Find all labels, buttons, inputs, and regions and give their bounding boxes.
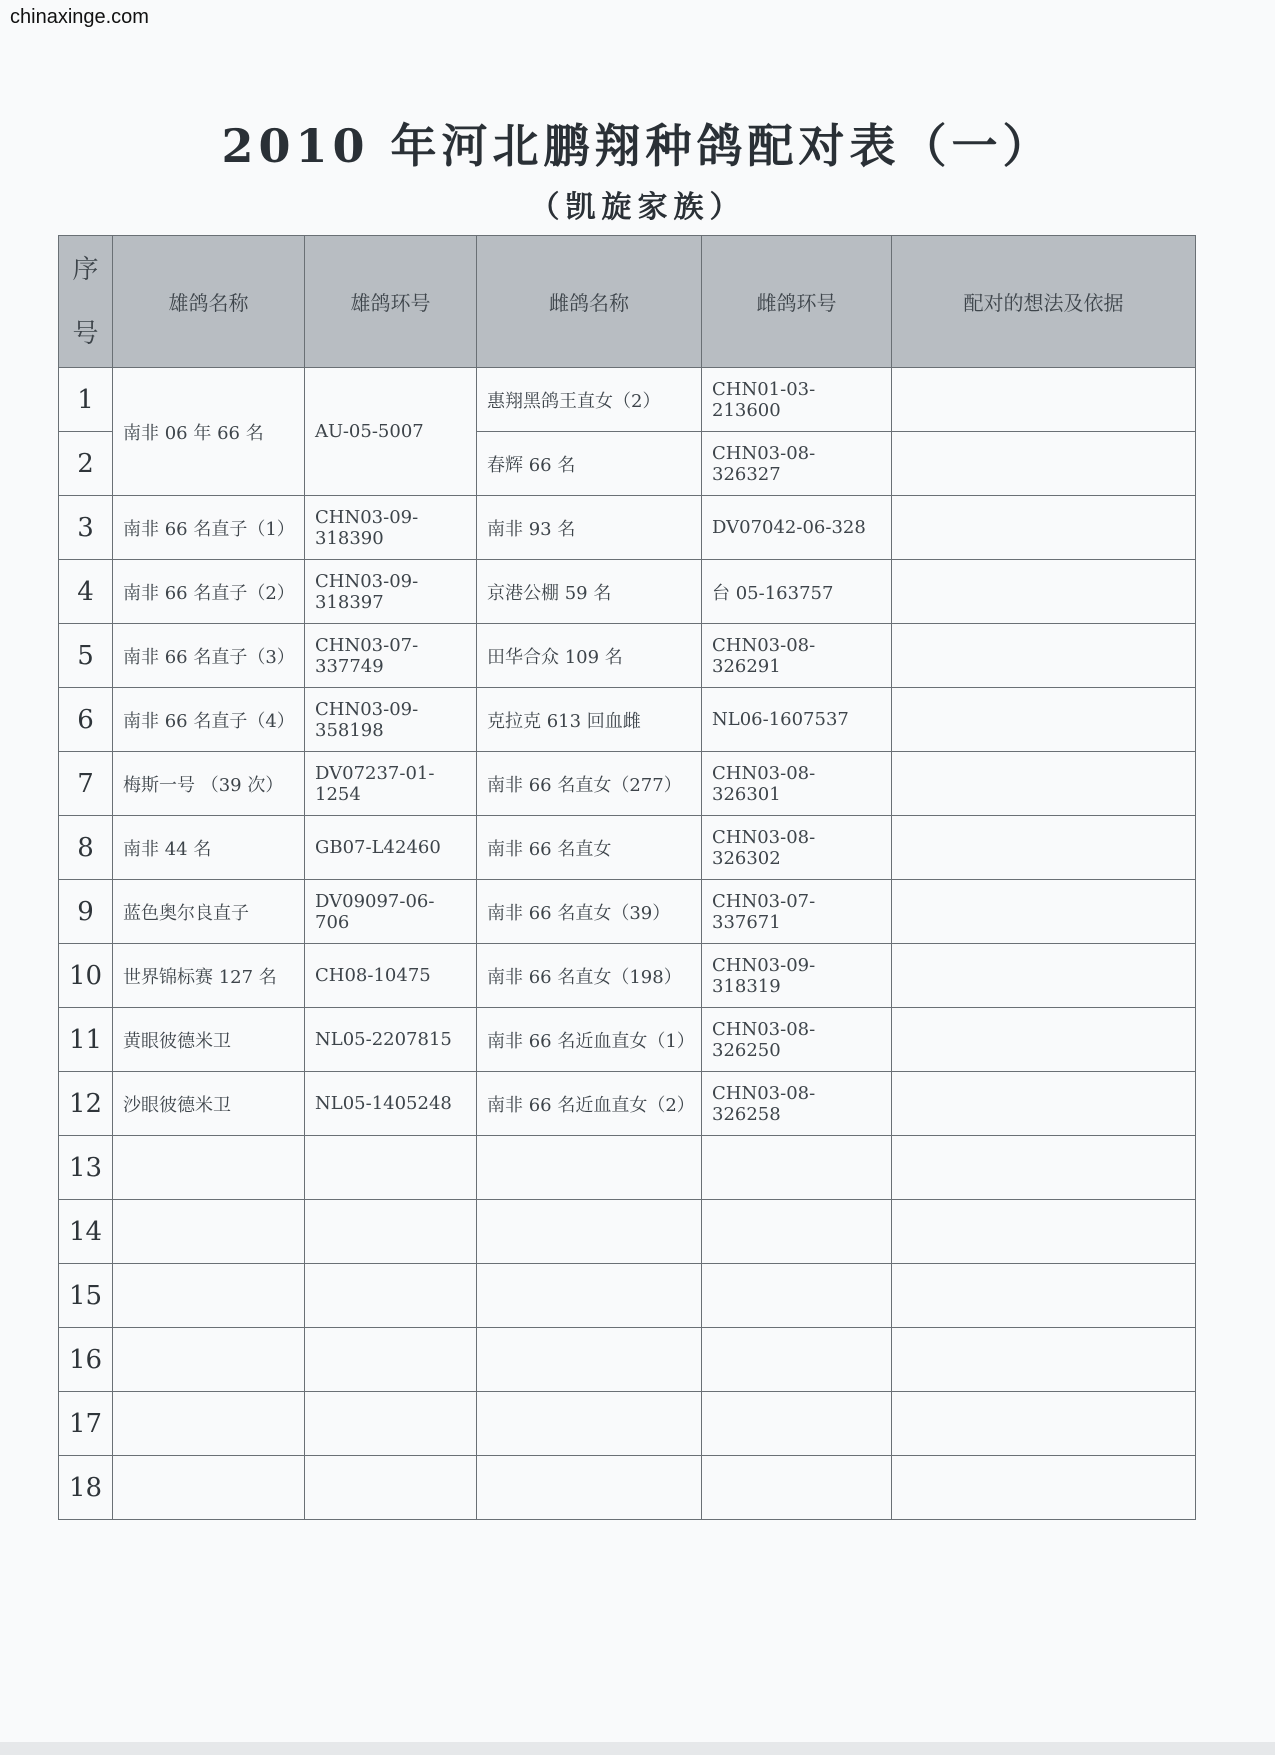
cell-female-name (477, 1200, 702, 1264)
cell-notes (892, 1200, 1196, 1264)
table-row (59, 1392, 1196, 1456)
row-number: 6 (59, 688, 113, 752)
cell-female-name: 惠翔黑鸽王直女（2） (477, 368, 702, 432)
cell-male-name (113, 1456, 305, 1520)
cell-female-ring (702, 1328, 892, 1392)
cell-female-ring: DV07042-06-328 (702, 496, 892, 560)
cell-female-name: 南非 66 名近血直女（2） (477, 1072, 702, 1136)
cell-notes (892, 880, 1196, 944)
cell-notes (892, 1392, 1196, 1456)
header-seq-char-2: 号 (72, 318, 99, 349)
cell-female-name (477, 1392, 702, 1456)
row-number: 10 (59, 944, 113, 1008)
row-number: 18 (59, 1456, 113, 1520)
cell-female-name: 南非 66 名直女（277） (477, 752, 702, 816)
cell-notes (892, 688, 1196, 752)
cell-male-name (113, 1392, 305, 1456)
cell-male-name: 梅斯一号 （39 次） (113, 752, 305, 816)
cell-female-name: 京港公棚 59 名 (477, 560, 702, 624)
cell-male-ring (305, 1264, 477, 1328)
table-header (59, 236, 1196, 368)
cell-notes (892, 624, 1196, 688)
table-row (59, 1328, 1196, 1392)
cell-female-name: 田华合众 109 名 (477, 624, 702, 688)
cell-male-name (113, 1264, 305, 1328)
cell-male-name: 世界锦标赛 127 名 (113, 944, 305, 1008)
cell-notes (892, 1072, 1196, 1136)
cell-female-ring: NL06-1607537 (702, 688, 892, 752)
cell-male-ring: CHN03-07-337749 (305, 624, 477, 688)
row-number: 9 (59, 880, 113, 944)
cell-female-ring: CHN03-09-318319 (702, 944, 892, 1008)
header-seq-char-1: 序 (72, 254, 99, 285)
row-number: 2 (59, 432, 113, 496)
table-row (59, 368, 1196, 432)
cell-male-name: 沙眼彼德米卫 (113, 1072, 305, 1136)
table-row (59, 1456, 1196, 1520)
row-number: 15 (59, 1264, 113, 1328)
cell-female-ring: CHN03-08-326302 (702, 816, 892, 880)
row-number: 13 (59, 1136, 113, 1200)
row-number: 4 (59, 560, 113, 624)
header-seq (59, 236, 113, 368)
cell-male-ring: AU-05-5007 (305, 368, 477, 496)
table-row (59, 688, 1196, 752)
cell-male-name (113, 1328, 305, 1392)
cell-male-name: 蓝色奥尔良直子 (113, 880, 305, 944)
row-number: 3 (59, 496, 113, 560)
table-row (59, 880, 1196, 944)
cell-notes (892, 752, 1196, 816)
cell-female-ring: CHN03-08-326301 (702, 752, 892, 816)
page-title: 2010 年河北鹏翔种鸽配对表（一） (221, 119, 1054, 173)
cell-female-name: 南非 93 名 (477, 496, 702, 560)
cell-female-ring: CHN03-08-326291 (702, 624, 892, 688)
cell-female-ring (702, 1456, 892, 1520)
cell-male-ring: CH08-10475 (305, 944, 477, 1008)
row-number: 12 (59, 1072, 113, 1136)
table-body (59, 368, 1196, 1520)
table-row (59, 1136, 1196, 1200)
cell-notes (892, 496, 1196, 560)
cell-male-ring (305, 1328, 477, 1392)
table-row (59, 496, 1196, 560)
cell-female-ring (702, 1136, 892, 1200)
cell-female-name: 南非 66 名直女 (477, 816, 702, 880)
table-row (59, 816, 1196, 880)
row-number: 17 (59, 1392, 113, 1456)
cell-male-ring (305, 1200, 477, 1264)
cell-male-ring (305, 1456, 477, 1520)
table-row (59, 624, 1196, 688)
cell-notes (892, 944, 1196, 1008)
pairing-table (58, 235, 1196, 1520)
cell-notes (892, 368, 1196, 432)
cell-notes (892, 1456, 1196, 1520)
cell-female-ring (702, 1392, 892, 1456)
cell-female-ring: 台 05-163757 (702, 560, 892, 624)
cell-male-ring: CHN03-09-318390 (305, 496, 477, 560)
cell-male-ring (305, 1392, 477, 1456)
cell-female-name (477, 1136, 702, 1200)
cell-female-name: 南非 66 名近血直女（1） (477, 1008, 702, 1072)
cell-female-ring (702, 1264, 892, 1328)
cell-male-name: 南非 66 名直子（3） (113, 624, 305, 688)
row-number: 14 (59, 1200, 113, 1264)
cell-male-ring: DV07237-01-1254 (305, 752, 477, 816)
cell-female-ring: CHN01-03-213600 (702, 368, 892, 432)
header-male-name: 雄鸽名称 (113, 236, 305, 368)
row-number: 11 (59, 1008, 113, 1072)
header-notes: 配对的想法及依据 (892, 236, 1196, 368)
cell-female-ring (702, 1200, 892, 1264)
cell-female-name: 南非 66 名直女（198） (477, 944, 702, 1008)
cell-female-ring: CHN03-07-337671 (702, 880, 892, 944)
cell-female-ring: CHN03-08-326250 (702, 1008, 892, 1072)
cell-female-name (477, 1328, 702, 1392)
cell-male-name: 南非 06 年 66 名 (113, 368, 305, 496)
cell-male-name: 南非 66 名直子（4） (113, 688, 305, 752)
cell-male-ring: NL05-1405248 (305, 1072, 477, 1136)
table-row (59, 1008, 1196, 1072)
scan-bottom-edge (0, 1742, 1275, 1755)
cell-male-ring (305, 1136, 477, 1200)
table-row (59, 752, 1196, 816)
cell-male-ring: GB07-L42460 (305, 816, 477, 880)
cell-notes (892, 1008, 1196, 1072)
cell-male-name (113, 1200, 305, 1264)
cell-notes (892, 1136, 1196, 1200)
cell-male-name: 南非 44 名 (113, 816, 305, 880)
cell-male-name (113, 1136, 305, 1200)
table-row (59, 1264, 1196, 1328)
watermark-text: chinaxinge.com (10, 6, 149, 28)
cell-notes (892, 1328, 1196, 1392)
cell-notes (892, 560, 1196, 624)
cell-notes (892, 816, 1196, 880)
cell-female-ring: CHN03-08-326327 (702, 432, 892, 496)
row-number: 7 (59, 752, 113, 816)
cell-male-ring: NL05-2207815 (305, 1008, 477, 1072)
table-row (59, 944, 1196, 1008)
table-row (59, 560, 1196, 624)
cell-female-ring: CHN03-08-326258 (702, 1072, 892, 1136)
cell-female-name: 克拉克 613 回血雌 (477, 688, 702, 752)
header-male-ring: 雄鸽环号 (305, 236, 477, 368)
cell-male-name: 南非 66 名直子（1） (113, 496, 305, 560)
cell-female-name: 春辉 66 名 (477, 432, 702, 496)
row-number: 5 (59, 624, 113, 688)
cell-male-ring: CHN03-09-358198 (305, 688, 477, 752)
cell-female-name: 南非 66 名直女（39） (477, 880, 702, 944)
cell-notes (892, 432, 1196, 496)
page-subtitle: （凯旋家族） (529, 190, 746, 225)
row-number: 8 (59, 816, 113, 880)
header-female-name: 雌鸽名称 (477, 236, 702, 368)
row-number: 16 (59, 1328, 113, 1392)
cell-notes (892, 1264, 1196, 1328)
cell-female-name (477, 1456, 702, 1520)
cell-male-name: 南非 66 名直子（2） (113, 560, 305, 624)
cell-male-name: 黄眼彼德米卫 (113, 1008, 305, 1072)
cell-male-ring: CHN03-09-318397 (305, 560, 477, 624)
table-row (59, 1200, 1196, 1264)
header-female-ring: 雌鸽环号 (702, 236, 892, 368)
cell-female-name (477, 1264, 702, 1328)
row-number: 1 (59, 368, 113, 432)
cell-male-ring: DV09097-06-706 (305, 880, 477, 944)
table-row (59, 1072, 1196, 1136)
